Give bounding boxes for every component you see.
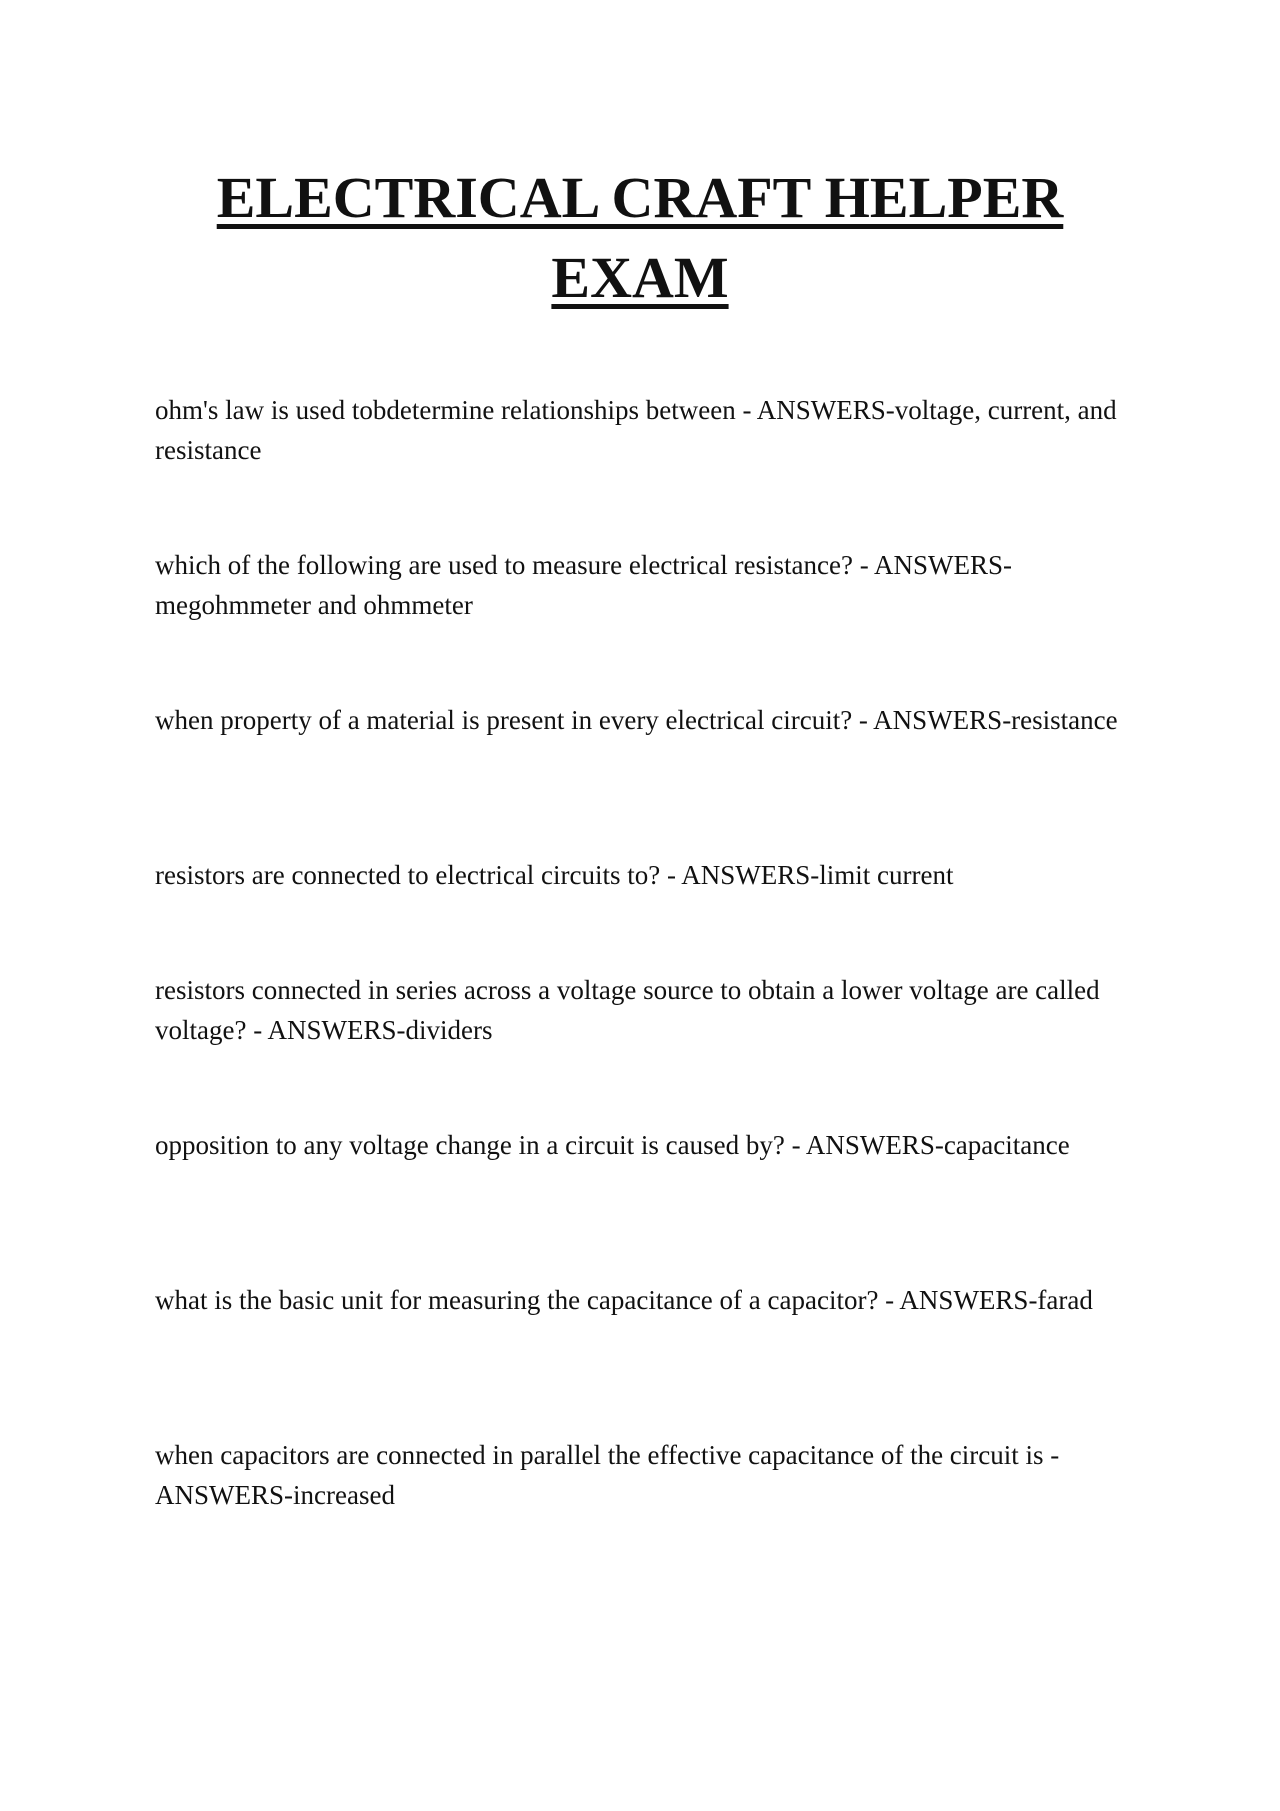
qa-item: what is the basic unit for measuring the capacitance of a capacitor? - ANSWERS-farad — [155, 1285, 1093, 1315]
qa-item: opposition to any voltage change in a circuit is caused by? - ANSWERS-capacitance — [155, 1130, 1070, 1160]
qa-item: when capacitors are connected in parallel the effective capacitance of the circuit is - ANSWERS-increased — [155, 1440, 1060, 1510]
qa-item: ohm's law is used tobdetermine relationships between - ANSWERS-voltage, current, and resistance — [155, 395, 1117, 465]
qa-list — [155, 390, 1135, 1590]
qa-item: which of the following are used to measure electrical resistance? - ANSWERS-megohmmeter and ohmmeter — [155, 550, 1012, 620]
qa-item: resistors are connected to electrical circuits to? - ANSWERS-limit current — [155, 860, 954, 890]
document-title: ELECTRICAL CRAFT HELPER EXAM — [216, 165, 1064, 310]
qa-item: when property of a material is present in every electrical circuit? - ANSWERS-resistance — [155, 705, 1118, 735]
qa-item: resistors connected in series across a voltage source to obtain a lower voltage are called voltage? - ANSWERS-dividers — [155, 975, 1100, 1045]
